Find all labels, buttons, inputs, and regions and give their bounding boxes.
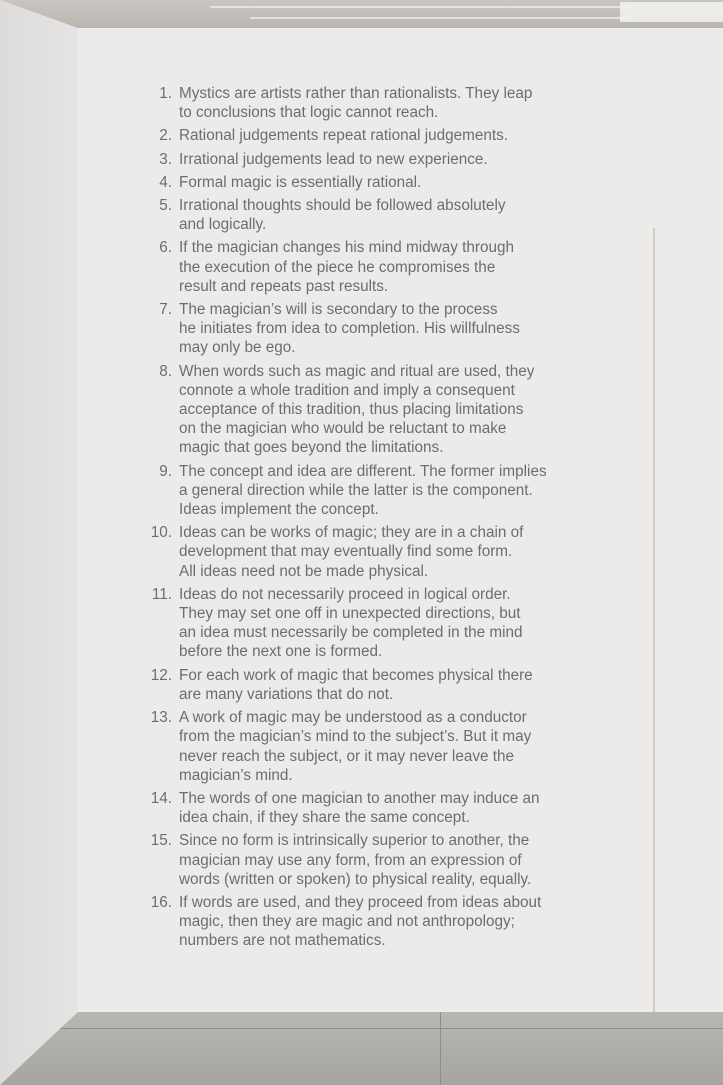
rule-text [179,893,580,951]
rule-line: and logically. [179,216,267,234]
list-item [140,462,580,520]
floor-seam [0,1028,723,1029]
rule-line: magic, then they are magic and not anthropology; [179,913,515,931]
rule-number: 14. [150,789,172,807]
rule-text [179,462,580,520]
rule-line: are many variations that do not. [179,685,394,703]
rule-line: For each work of magic that becomes physical there [179,666,533,684]
list-item [140,523,580,581]
rule-number: 6. [159,239,172,257]
list-item [140,362,580,458]
floor-seam [440,1010,441,1085]
rule-line: magician may use any form, from an expression of [179,851,522,869]
wall-text-list [140,84,580,955]
rule-text [179,150,580,169]
rule-number: 8. [159,362,172,380]
wall-edge [653,228,655,1012]
rule-text [179,831,580,889]
ceiling-truss [250,17,630,19]
list-item [140,300,580,358]
rule-number: 1. [159,85,172,102]
list-item [140,831,580,889]
list-item [140,196,580,234]
rule-text [179,708,580,785]
list-item [140,150,580,169]
rule-line: before the next one is formed. [179,643,383,661]
rule-number: 13. [150,709,172,727]
rule-line: an idea must necessarily be completed in the mind [179,624,523,642]
rule-line: Irrational thoughts should be followed absolutely [179,197,506,215]
rule-line: If words are used, and they proceed from ideas about [179,893,542,911]
rule-line: he initiates from idea to completion. His willfulness [179,320,520,338]
rule-text [179,238,580,296]
rule-line: to conclusions that logic cannot reach. [179,104,439,122]
rule-line: acceptance of this tradition, thus placing limitations [179,401,524,419]
rule-number: 16. [150,893,172,911]
rule-text [179,196,580,234]
rule-text [179,300,580,358]
list-item [140,84,580,122]
rule-text [179,585,580,662]
list-item [140,789,580,827]
rule-number: 10. [150,524,172,542]
list-item [140,126,580,145]
rule-text [179,789,580,827]
rule-line: never reach the subject, or it may never leave the [179,747,515,765]
rule-number: 2. [159,127,172,145]
rule-line: A work of magic may be understood as a conductor [179,709,527,727]
list-item [140,238,580,296]
list-item [140,893,580,951]
rule-number: 15. [150,832,172,850]
rule-line: The concept and idea are different. The former implies [179,462,547,480]
rule-line: All ideas need not be made physical. [179,562,429,580]
rule-line: Ideas do not necessarily proceed in logical order. [179,585,511,603]
rule-line: Ideas implement the concept. [179,501,379,519]
rule-text [179,173,580,192]
rule-line: Mystics are artists rather than rationalists. They leap [179,85,533,102]
rule-line: Ideas can be works of magic; they are in a chain of [179,524,524,542]
rule-line: The magician’s will is secondary to the process [179,301,498,319]
list-item [140,708,580,785]
rule-text [179,523,580,581]
gallery-ceiling [0,0,723,30]
rule-line: words (written or spoken) to physical reality, equally. [179,870,532,888]
gallery-floor [0,1010,723,1085]
list-item [140,173,580,192]
rule-line: result and repeats past results. [179,277,389,295]
rule-line: magician’s mind. [179,766,293,784]
rule-text [179,126,580,145]
rule-number: 12. [150,666,172,684]
rule-line: The words of one magician to another may induce an [179,789,540,807]
skylight [620,2,723,22]
rule-number: 9. [159,462,172,480]
rule-number: 11. [151,585,172,603]
rule-line: magic that goes beyond the limitations. [179,439,444,457]
rule-line: on the magician who would be reluctant to make [179,420,507,438]
rule-line: development that may eventually find some form. [179,543,513,561]
rule-line: Since no form is intrinsically superior to another, the [179,832,530,850]
rule-line: may only be ego. [179,339,296,357]
rule-number: 4. [159,173,172,191]
rule-number: 3. [159,150,172,168]
rule-line: If the magician changes his mind midway through [179,239,515,257]
list-item [140,585,580,662]
rule-line: a general direction while the latter is the component. [179,481,533,499]
rule-line: Formal magic is essentially rational. [179,173,422,191]
list-item [140,666,580,704]
rule-line: idea chain, if they share the same concept. [179,809,470,827]
rule-line: from the magician’s mind to the subject’s. But it may [179,728,532,746]
side-wall [0,0,78,1085]
rule-text [179,666,580,704]
rule-number: 7. [159,301,172,319]
rule-line: the execution of the piece he compromises the [179,258,496,276]
rule-line: connote a whole tradition and imply a consequent [179,381,515,399]
ceiling-truss [210,6,630,8]
rule-line: Irrational judgements lead to new experience. [179,150,488,168]
rule-line: numbers are not mathematics. [179,932,386,950]
rule-text [179,362,580,458]
rule-number: 5. [159,197,172,215]
rule-line: When words such as magic and ritual are used, they [179,362,535,380]
rule-line: Rational judgements repeat rational judgements. [179,127,509,145]
rule-text [179,84,580,122]
rule-line: They may set one off in unexpected directions, but [179,605,521,623]
